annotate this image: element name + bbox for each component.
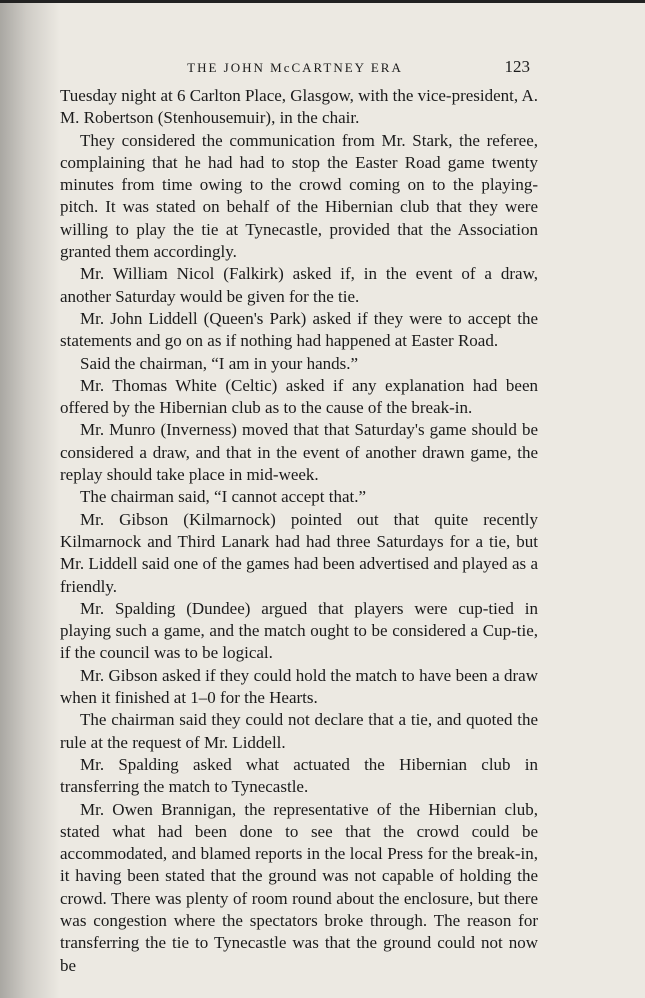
page-gutter-shadow	[0, 0, 60, 998]
top-edge	[0, 0, 645, 3]
running-head: THE JOHN McCARTNEY ERA	[187, 60, 403, 75]
paragraph: Said the chairman, “I am in your hands.”	[80, 353, 359, 373]
paragraph: Mr. Thomas White (Celtic) asked if any explanation had been offered by the Hibernian club as to the cause of the break-in.	[60, 375, 538, 418]
paragraph: Mr. John Liddell (Queen's Park) asked if they were to accept the statements and go on as if nothing had happened at Easter Road.	[60, 308, 538, 351]
paragraph: The chairman said they could not declare that a tie, and quoted the rule at the request of Mr. Liddell.	[60, 710, 538, 752]
page-header	[60, 57, 530, 79]
paragraph: They considered the communication from Mr. Stark, the referee, complaining that he had had to stop the Easter Road game twenty minutes from time owing to the crowd coming on to the playing-pitch. It was stated on behalf of the Hibernian club that they were willing to play the tie at Tynecastle, provided that the Association granted them accordingly.	[60, 130, 538, 262]
page-number: 123	[504, 57, 530, 76]
body-text	[60, 85, 538, 977]
paragraph: Mr. Gibson asked if they could hold the match to have been a draw when it finished at 1–0 for the Hearts.	[60, 665, 538, 708]
paragraph: Mr. Spalding asked what actuated the Hibernian club in transferring the match to Tynecastle.	[60, 754, 538, 797]
paragraph: Mr. Spalding (Dundee) argued that players were cup-tied in playing such a game, and the match ought to be considered a Cup-tie, if the council was to be logical.	[60, 598, 538, 663]
paragraph: Mr. Munro (Inverness) moved that that Saturday's game should be considered a draw, and that in the event of another drawn game, the replay should take place in mid-week.	[60, 420, 538, 485]
paragraph: Mr. William Nicol (Falkirk) asked if, in the event of a draw, another Saturday would be given for the tie.	[60, 264, 538, 306]
paragraph: Mr. Owen Brannigan, the representative of the Hibernian club, stated what had been done to see that the crowd could be accommodated, and blamed reports in the local Press for the break-in, it having been stated that the ground was not capable of holding the crowd. There was plenty of room round about the enclosure, but there was congestion where the spectators broke through. The reason for transferring the tie to Tynecastle was that the ground could not now be	[60, 799, 538, 975]
paragraph: The chairman said, “I cannot accept that.”	[80, 487, 367, 507]
paragraph: Tuesday night at 6 Carlton Place, Glasgow, with the vice-president, A. M. Robertson (Stenhousemuir), in the chair.	[60, 86, 538, 128]
paragraph: Mr. Gibson (Kilmarnock) pointed out that quite recently Kilmarnock and Third Lanark had had three Saturdays for a tie, but Mr. Liddell said one of the games had been advertised and played as a friendly.	[60, 509, 538, 596]
